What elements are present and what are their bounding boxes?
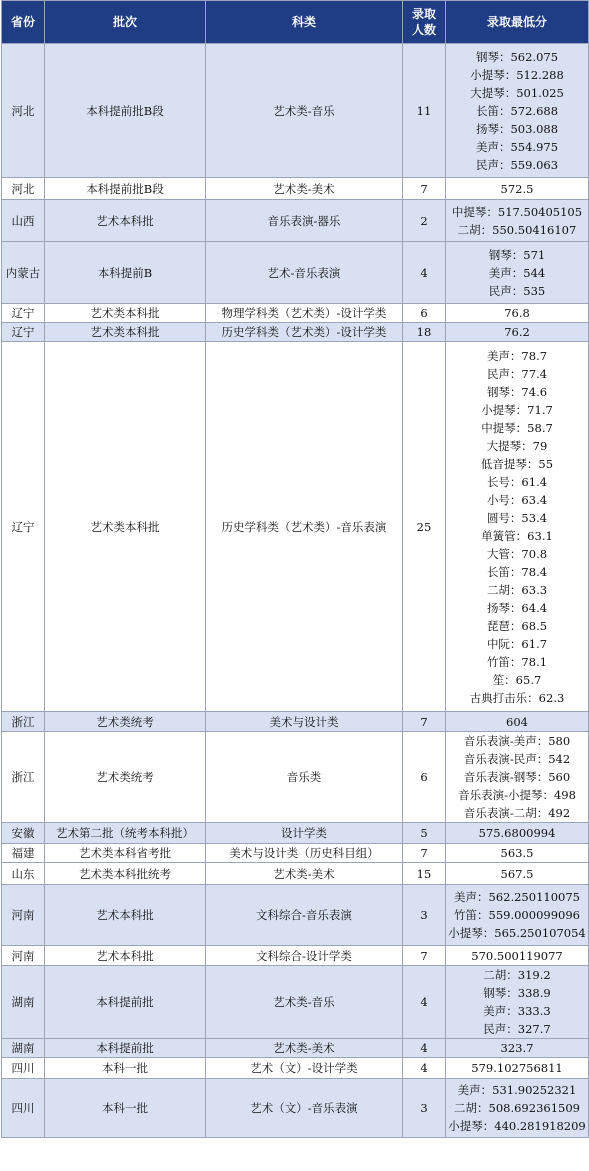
category-cell: 物理学科类（艺术类）-设计学类 [206,304,403,323]
batch-cell: 艺术类本科批 [45,323,206,342]
table-row [2,200,589,242]
category-cell: 艺术类-音乐 [206,44,403,178]
score-line: 钢琴：571 [488,247,546,262]
score-line: 低音提琴：55 [480,456,554,471]
table-row [2,1058,589,1079]
score-line: 大管：70.8 [486,546,548,561]
min-score-cell [446,178,589,200]
table-row [2,863,589,885]
batch-cell: 本科提前B [45,242,206,304]
count-cell: 4 [403,242,446,304]
count-cell: 6 [403,304,446,323]
table-row [2,323,589,342]
batch-cell: 艺术类统考 [45,732,206,823]
score-line: 563.5 [500,846,534,860]
count-cell: 11 [403,44,446,178]
score-line: 二胡：319.2 [483,968,551,982]
min-score-cell [446,712,589,732]
table-header-row [2,1,589,44]
score-line: 大提琴：79 [486,438,548,453]
count-cell: 7 [403,844,446,863]
province-cell: 辽宁 [2,323,45,342]
count-cell: 7 [403,946,446,966]
score-line: 单簧管：63.1 [481,528,553,543]
score-line: 小提琴：565.250107054 [448,926,586,940]
score-line: 扬琴：503.088 [475,121,559,136]
table-row [2,1079,589,1138]
score-line: 琵琶：68.5 [486,618,548,633]
score-line: 钢琴：74.6 [486,384,548,399]
batch-cell: 本科提前批 [45,966,206,1039]
min-score-cell [446,732,589,823]
score-line: 604 [506,714,528,729]
category-cell: 艺术类-美术 [206,863,403,885]
table-row [2,44,589,178]
header-category: 科类 [206,1,403,44]
table-row [2,844,589,863]
score-line: 中提琴：517.50405105 [451,204,583,219]
province-cell: 浙江 [2,712,45,732]
category-cell: 历史学科类（艺术类）-音乐表演 [206,342,403,712]
score-line: 民声：535 [488,283,546,298]
header-min-score: 录取最低分 [446,1,589,44]
batch-cell: 艺术第二批（统考本科批） [45,823,206,844]
batch-cell: 艺术类本科省考批 [45,844,206,863]
score-line: 579.102756811 [471,1061,563,1075]
score-line: 竹笛：78.1 [486,654,548,669]
score-line: 钢琴：562.075 [475,49,559,64]
min-score-cell [446,946,589,966]
score-line: 567.5 [500,866,534,881]
batch-cell: 本科提前批B段 [45,178,206,200]
score-line: 古典打击乐：62.3 [469,690,565,705]
score-line: 钢琴：338.9 [483,986,551,1000]
score-line: 中提琴：58.7 [481,420,553,435]
score-line: 美声：544 [488,265,546,280]
header-batch: 批次 [45,1,206,44]
score-line: 大提琴：501.025 [470,85,564,100]
table-row [2,1039,589,1058]
score-line: 美声：554.975 [475,139,559,154]
category-cell: 历史学科类（艺术类）-设计学类 [206,323,403,342]
min-score-cell [446,1079,589,1138]
province-cell: 福建 [2,844,45,863]
score-line: 美声：78.7 [486,348,548,363]
min-score-cell [446,200,589,242]
table-row [2,178,589,200]
score-line: 扬琴：64.4 [486,600,548,615]
count-cell: 15 [403,863,446,885]
table-row [2,946,589,966]
category-cell: 艺术-音乐表演 [206,242,403,304]
province-cell: 辽宁 [2,304,45,323]
min-score-cell [446,966,589,1039]
category-cell: 艺术类-美术 [206,178,403,200]
province-cell: 山东 [2,863,45,885]
province-cell: 山西 [2,200,45,242]
table-row [2,712,589,732]
score-line: 小提琴：71.7 [481,402,553,417]
table-row [2,823,589,844]
batch-cell: 艺术类统考 [45,712,206,732]
category-cell: 设计学类 [206,823,403,844]
category-cell: 文科综合-设计学类 [206,946,403,966]
score-line: 572.5 [500,181,534,196]
province-cell: 湖南 [2,966,45,1039]
count-cell: 4 [403,1039,446,1058]
count-cell: 3 [403,885,446,946]
table-row [2,885,589,946]
score-line: 长笛：572.688 [475,103,559,118]
count-cell: 25 [403,342,446,712]
header-province: 省份 [2,1,45,44]
table-row [2,342,589,712]
count-cell: 7 [403,178,446,200]
min-score-cell [446,863,589,885]
category-cell: 艺术（文）-设计学类 [206,1058,403,1079]
count-cell: 3 [403,1079,446,1138]
category-cell: 文科综合-音乐表演 [206,885,403,946]
province-cell: 河南 [2,946,45,966]
min-score-cell [446,242,589,304]
score-line: 二胡：63.3 [486,582,548,597]
table-body [2,44,589,1138]
score-line: 民声：77.4 [486,366,548,381]
batch-cell: 艺术本科批 [45,946,206,966]
score-line: 竹笛：559.000099096 [454,908,580,922]
min-score-cell [446,885,589,946]
category-cell: 音乐类 [206,732,403,823]
header-count: 录取 人数 [403,1,446,44]
score-line: 美声：333.3 [483,1004,551,1018]
province-cell: 浙江 [2,732,45,823]
score-line: 民声：327.7 [483,1022,551,1036]
min-score-cell [446,1058,589,1079]
province-cell: 安徽 [2,823,45,844]
score-line: 音乐表演-钢琴：560 [463,770,571,784]
admission-score-table [1,0,589,1138]
batch-cell: 本科一批 [45,1058,206,1079]
min-score-cell [446,1039,589,1058]
min-score-cell [446,342,589,712]
province-cell: 内蒙古 [2,242,45,304]
table-row [2,304,589,323]
count-cell: 2 [403,200,446,242]
score-line: 长笛：78.4 [486,564,548,579]
count-cell: 7 [403,712,446,732]
category-cell: 艺术类-美术 [206,1039,403,1058]
count-cell: 5 [403,823,446,844]
province-cell: 四川 [2,1058,45,1079]
score-line: 二胡：550.50416107 [457,222,577,237]
count-cell: 6 [403,732,446,823]
count-cell: 4 [403,966,446,1039]
province-cell: 湖南 [2,1039,45,1058]
province-cell: 河北 [2,178,45,200]
table-row [2,242,589,304]
score-line: 76.2 [504,325,530,339]
score-line: 575.6800994 [478,826,556,840]
province-cell: 河南 [2,885,45,946]
score-line: 音乐表演-民声：542 [463,752,571,766]
score-line: 圆号：53.4 [486,510,548,525]
min-score-cell [446,844,589,863]
batch-cell: 艺术本科批 [45,885,206,946]
score-line: 民声：559.063 [475,157,559,172]
score-line: 音乐表演-小提琴：498 [458,788,576,802]
category-cell: 艺术（文）-音乐表演 [206,1079,403,1138]
category-cell: 美术与设计类 [206,712,403,732]
score-line: 音乐表演-二胡：492 [463,806,571,820]
table-row [2,732,589,823]
score-line: 笙：65.7 [492,672,542,687]
category-cell: 音乐表演-器乐 [206,200,403,242]
batch-cell: 本科提前批 [45,1039,206,1058]
batch-cell: 艺术类本科批 [45,342,206,712]
score-line: 小号：63.4 [486,492,548,507]
score-line: 小提琴：440.281918209 [448,1119,586,1133]
score-line: 美声：562.250110075 [454,890,580,904]
score-line: 美声：531.90252321 [457,1083,577,1097]
score-line: 二胡：508.692361509 [454,1101,580,1115]
count-cell: 4 [403,1058,446,1079]
score-line: 长号：61.4 [486,474,548,489]
batch-cell: 艺术类本科批统考 [45,863,206,885]
score-line: 中阮：61.7 [486,636,548,651]
table-row [2,966,589,1039]
batch-cell: 本科一批 [45,1079,206,1138]
score-line: 小提琴：512.288 [470,67,564,82]
score-line: 570.500119077 [471,948,563,963]
min-score-cell [446,304,589,323]
min-score-cell [446,823,589,844]
min-score-cell [446,323,589,342]
category-cell: 美术与设计类（历史科目组） [206,844,403,863]
batch-cell: 本科提前批B段 [45,44,206,178]
province-cell: 辽宁 [2,342,45,712]
score-line: 76.8 [504,306,530,320]
count-cell: 18 [403,323,446,342]
score-line: 音乐表演-美声：580 [463,734,571,748]
batch-cell: 艺术类本科批 [45,304,206,323]
batch-cell: 艺术本科批 [45,200,206,242]
province-cell: 河北 [2,44,45,178]
category-cell: 艺术类-音乐 [206,966,403,1039]
province-cell: 四川 [2,1079,45,1138]
score-line: 323.7 [500,1041,534,1055]
min-score-cell [446,44,589,178]
